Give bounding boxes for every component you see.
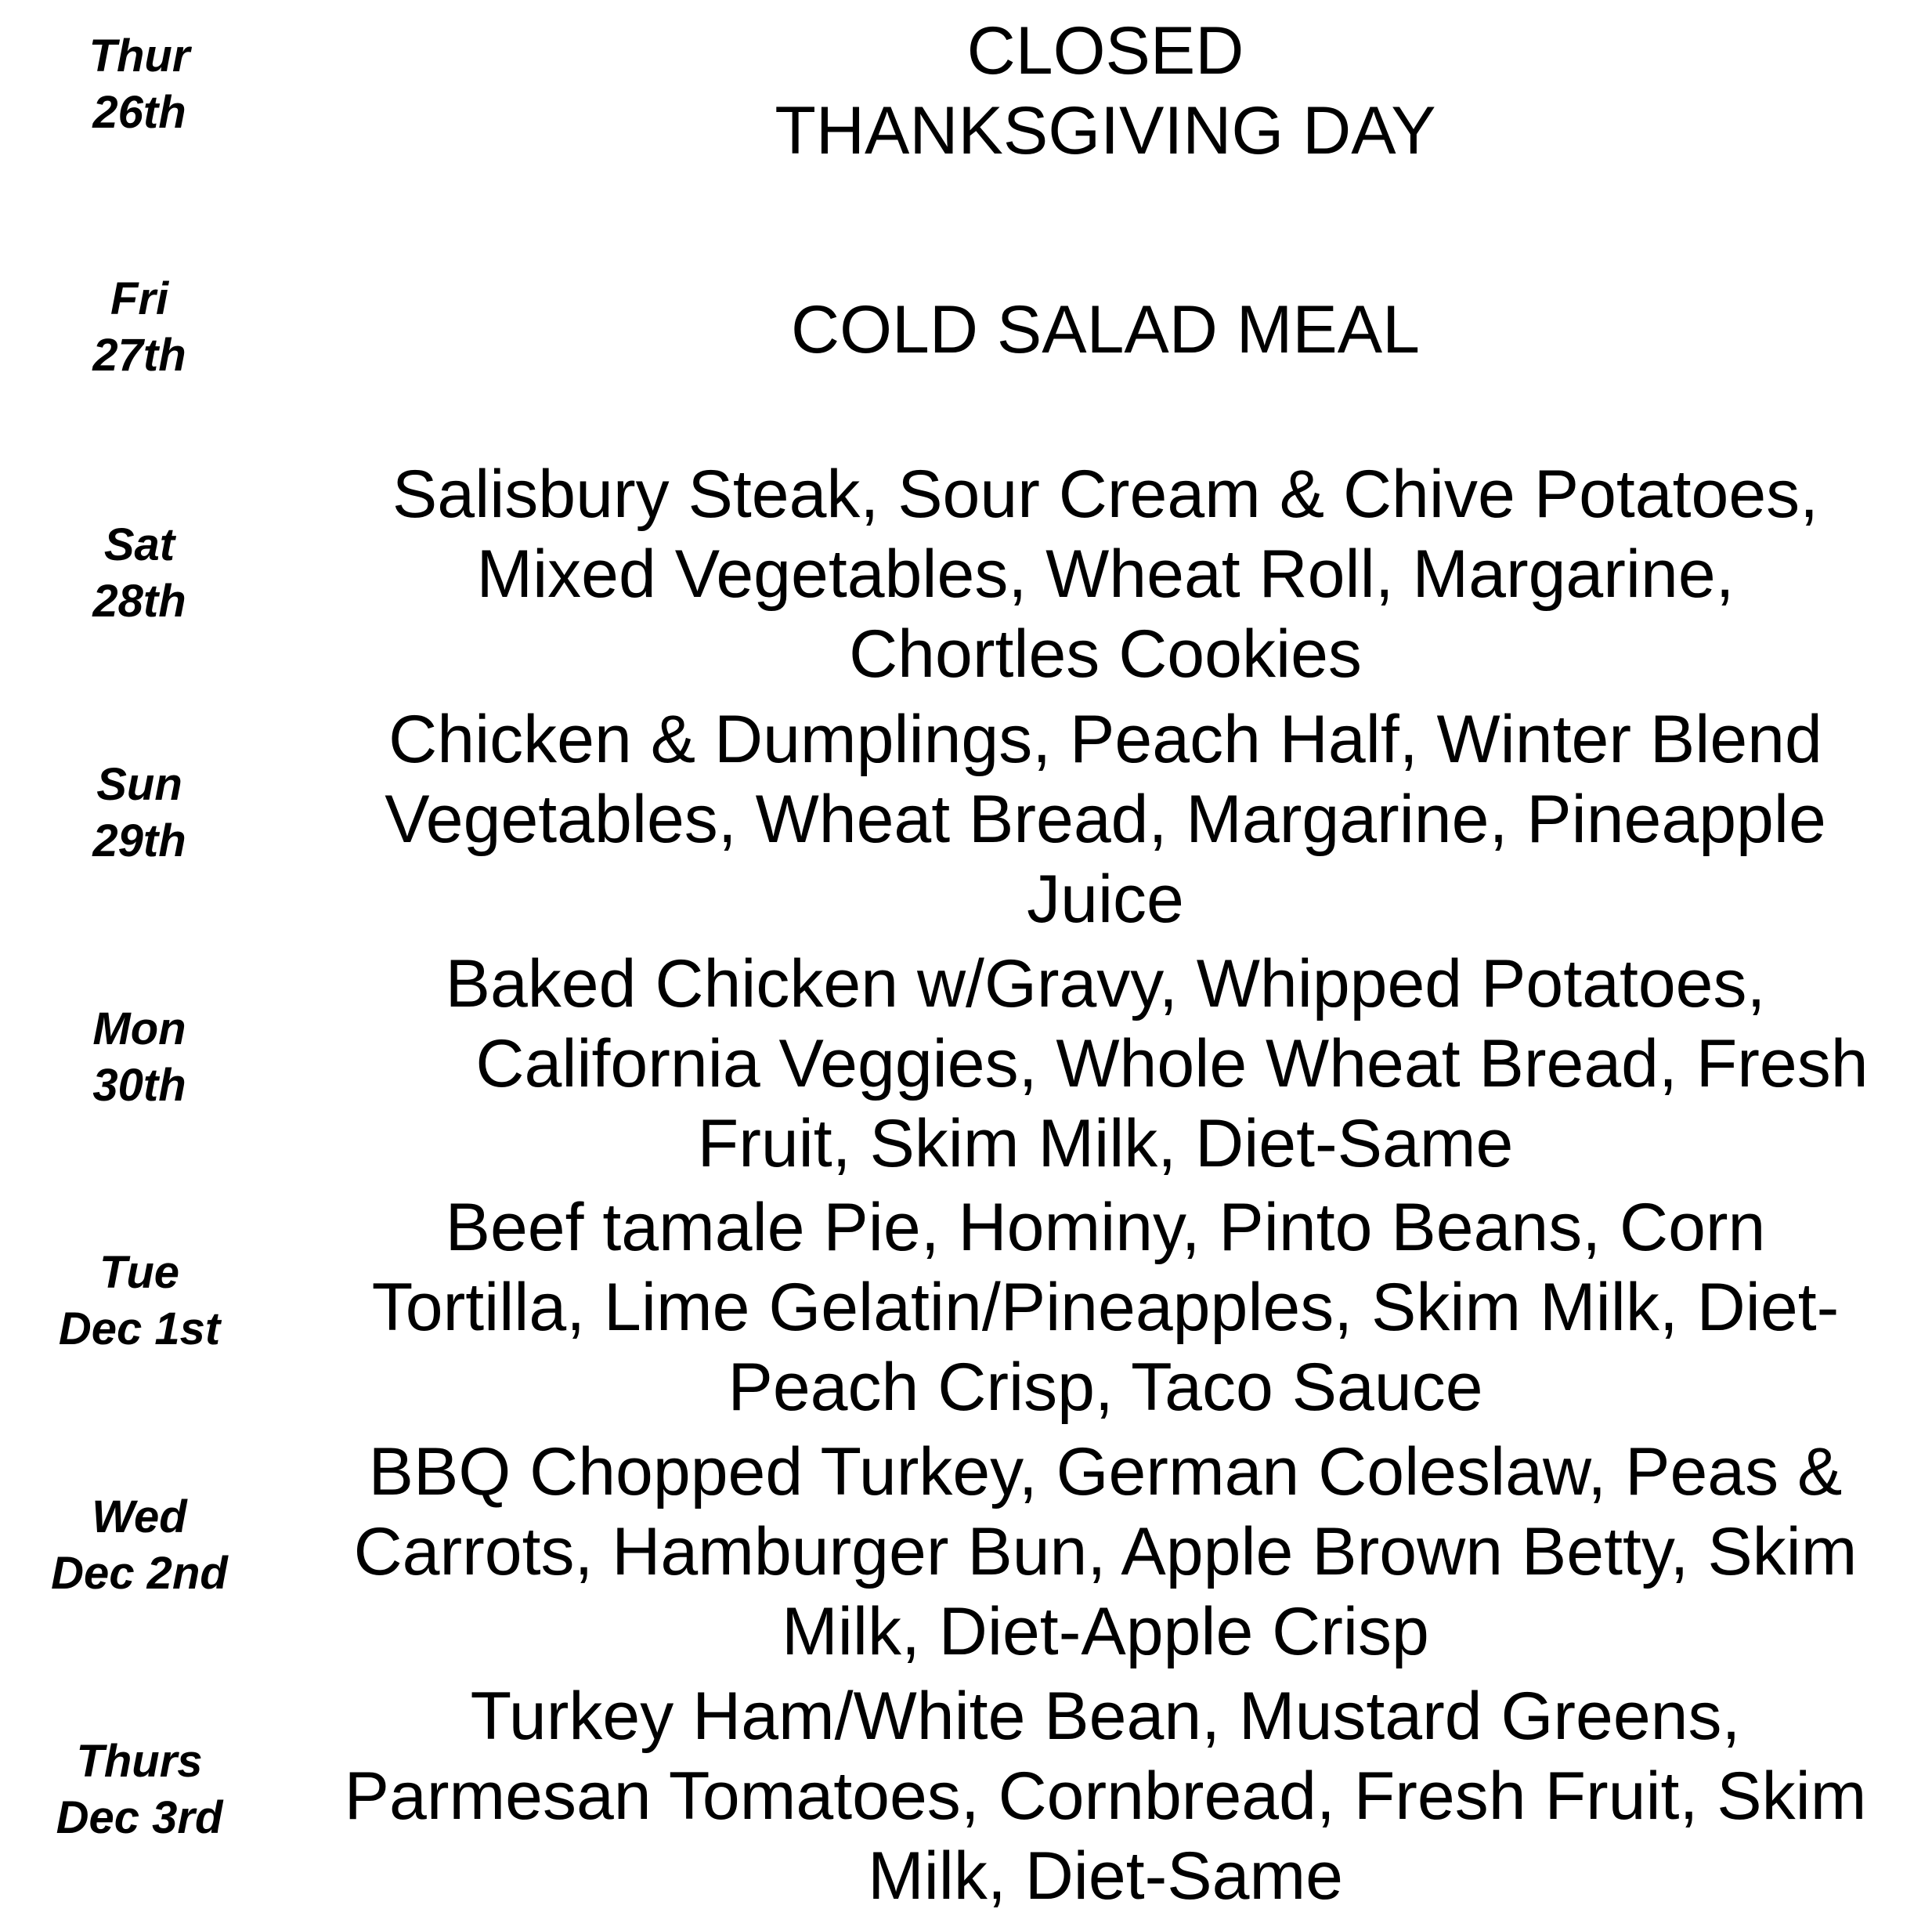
meal-line: Vegetables, Wheat Bread, Margarine, Pineapple — [385, 782, 1826, 857]
meal-line: Juice — [1027, 862, 1184, 937]
day-name: Tue — [99, 1247, 180, 1298]
meal-line: THANKSGIVING DAY — [775, 93, 1436, 168]
meal-line: Salisbury Steak, Sour Cream & Chive Potatoes, — [392, 457, 1819, 532]
meal-description — [279, 700, 1932, 939]
day-label — [0, 271, 279, 384]
meal-line: Baked Chicken w/Gravy, Whipped Potatoes, — [445, 946, 1766, 1021]
day-label — [0, 1733, 279, 1846]
day-name: Mon — [92, 1003, 186, 1054]
day-name: Thurs — [76, 1736, 203, 1787]
meal-line: Parmesan Tomatoes, Cornbread, Fresh Fruit, Skim — [344, 1759, 1867, 1834]
meal-line: California Veggies, Whole Wheat Bread, Fresh — [475, 1026, 1869, 1101]
meal-line: Turkey Ham/White Bean, Mustard Greens, — [470, 1679, 1741, 1754]
meal-line: COLD SALAD MEAL — [791, 292, 1420, 367]
meal-description — [279, 1676, 1932, 1916]
day-name: Wed — [92, 1491, 187, 1542]
meal-line: Peach Crisp, Taco Sauce — [728, 1350, 1483, 1425]
day-label — [0, 1001, 279, 1114]
meal-description — [279, 944, 1932, 1184]
meal-line: Beef tamale Pie, Hominy, Pinto Beans, Corn — [445, 1190, 1766, 1265]
meal-line: Milk, Diet-Apple Crisp — [782, 1594, 1429, 1669]
meal-description — [279, 1432, 1932, 1672]
meal-line: BBQ Chopped Turkey, German Coleslaw, Peas & — [368, 1434, 1843, 1509]
day-date: Dec 1st — [58, 1303, 221, 1354]
meal-description — [279, 290, 1932, 370]
day-name: Fri — [110, 273, 169, 324]
day-label — [0, 517, 279, 630]
day-date: 28th — [92, 576, 186, 627]
day-label — [0, 28, 279, 141]
meal-line: Carrots, Hamburger Bun, Apple Brown Betty, Skim — [353, 1514, 1858, 1589]
day-label — [0, 1245, 279, 1357]
meal-line: Fruit, Skim Milk, Diet-Same — [697, 1106, 1514, 1181]
meal-line: CLOSED — [966, 13, 1244, 89]
day-date: 26th — [92, 87, 186, 138]
day-date: 30th — [92, 1060, 186, 1111]
meal-line: Milk, Diet-Same — [868, 1838, 1343, 1914]
day-label — [0, 757, 279, 869]
meal-description — [279, 11, 1932, 171]
day-date: Dec 2nd — [51, 1548, 228, 1599]
day-name: Thur — [88, 31, 190, 81]
meal-line: Chicken & Dumplings, Peach Half, Winter Blend — [388, 702, 1822, 777]
meal-line: Chortles Cookies — [849, 616, 1362, 692]
meal-description — [279, 454, 1932, 694]
meal-line: Mixed Vegetables, Wheat Roll, Margarine, — [476, 537, 1735, 612]
day-date: 29th — [92, 815, 186, 866]
day-name: Sun — [96, 759, 182, 810]
day-label — [0, 1489, 279, 1602]
day-name: Sat — [103, 519, 175, 570]
day-date: 27th — [92, 330, 186, 381]
meal-description — [279, 1188, 1932, 1427]
meal-line: Tortilla, Lime Gelatin/Pineapples, Skim Milk, Diet- — [371, 1270, 1840, 1345]
day-date: Dec 3rd — [56, 1792, 223, 1843]
